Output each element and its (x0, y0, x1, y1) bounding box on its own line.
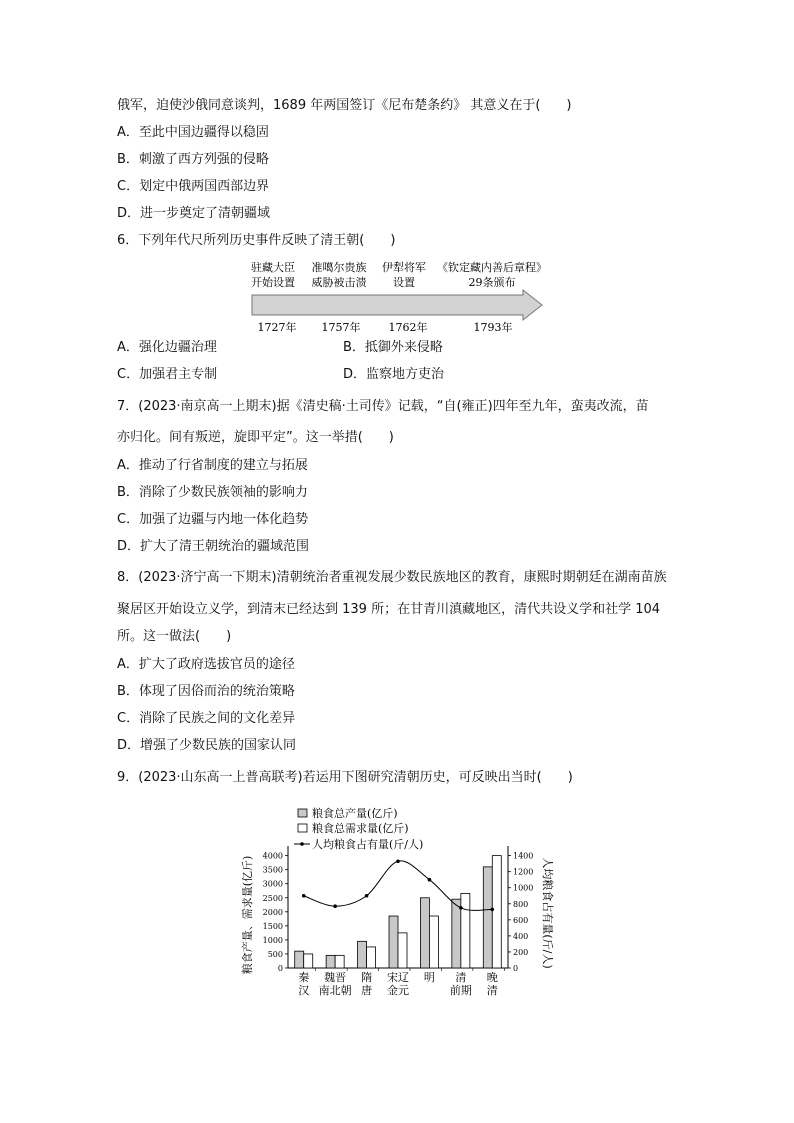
timeline-event-3-line2: 设置 (393, 276, 415, 289)
q6-option-c[interactable]: C．加强君主专制 (117, 367, 218, 382)
q8-option-c[interactable]: C．消除了民族之间的文化差异 (117, 711, 296, 726)
q8-stem-line3: 所。这一做法( ) (117, 629, 232, 644)
timeline-year-4: 1793年 (473, 321, 513, 334)
per-capita-point-2 (365, 894, 369, 898)
q6-option-b[interactable]: B．抵御外来侵略 (343, 340, 443, 355)
timeline-year-2: 1757年 (321, 321, 361, 334)
right-tick-label: 1000 (513, 883, 534, 893)
bar-production-4 (420, 898, 429, 968)
left-tick-label: 3500 (262, 865, 283, 875)
q8-stem-line1: 8．(2023·济宁高一下期末)清朝统治者重视发展少数民族地区的教育，康熙时期朝廷在湖南苗族 (117, 570, 667, 585)
category-label-6-0: 晚 (486, 971, 498, 984)
legend-marker-per-capita (300, 842, 304, 846)
right-tick-label: 1400 (513, 851, 534, 861)
left-tick-label: 500 (267, 949, 283, 959)
timeline-arrow (252, 290, 542, 320)
q5-option-c[interactable]: C．划定中俄两国西部边界 (117, 179, 270, 194)
timeline-event-2-line2: 威胁被击溃 (311, 276, 367, 289)
q9-chart (238, 800, 568, 1005)
left-tick-label: 1500 (262, 921, 283, 931)
q7-option-c[interactable]: C．加强了边疆与内地一体化趋势 (117, 512, 309, 527)
q9-stem: 9．(2023·山东高一上普高联考)若运用下图研究清朝历史，可反映出当时( ) (117, 770, 573, 785)
q7-option-b[interactable]: B．消除了少数民族领袖的影响力 (117, 485, 308, 500)
per-capita-point-5 (459, 906, 463, 910)
timeline-event-3-line1: 伊犁将军 (382, 261, 426, 274)
q7-stem-line2: 亦归化。间有叛逆，旋即平定”。这一举措( ) (117, 430, 394, 445)
bar-production-1 (326, 955, 335, 968)
left-tick-label: 3000 (262, 879, 283, 889)
q7-option-a[interactable]: A．推动了行省制度的建立与拓展 (117, 458, 308, 473)
legend-swatch-production (298, 809, 307, 817)
bar-demand-4 (429, 916, 438, 968)
category-label-5-0: 清 (455, 971, 467, 984)
left-tick-label: 1000 (262, 935, 283, 945)
q5-option-d[interactable]: D．进一步奠定了清朝疆域 (117, 206, 271, 221)
left-tick-label: 4000 (262, 851, 283, 861)
timeline-event-1-line1: 驻藏大臣 (251, 261, 295, 274)
q7-option-d[interactable]: D．扩大了清王朝统治的疆域范围 (117, 539, 310, 554)
right-tick-label: 800 (513, 899, 529, 909)
left-tick-label: 0 (277, 964, 283, 973)
per-capita-point-4 (428, 878, 432, 882)
bar-demand-3 (398, 933, 407, 968)
bar-demand-2 (367, 947, 376, 968)
timeline-year-3: 1762年 (388, 321, 428, 334)
q8-option-d[interactable]: D．增强了少数民族的国家认同 (117, 738, 297, 753)
bar-demand-6 (492, 856, 501, 968)
category-label-2-0: 隋 (361, 971, 373, 984)
timeline-event-2-line1: 准噶尔贵族 (311, 261, 367, 274)
category-label-2-1: 唐 (361, 984, 373, 997)
category-label-5-1: 前期 (449, 984, 472, 997)
bar-production-2 (358, 941, 367, 968)
bar-demand-5 (461, 894, 470, 968)
bar-production-5 (452, 899, 461, 968)
category-label-4-0: 明 (423, 971, 435, 984)
category-label-0-0: 秦 (298, 971, 310, 984)
q6-option-a[interactable]: A．强化边疆治理 (117, 340, 217, 355)
q7-stem-line1: 7．(2023·南京高一上期末)据《清史稿·土司传》记载，“自(雍正)四年至九年，蛮夷改流，苗 (117, 399, 649, 414)
q8-stem-line2: 聚居区开始设立义学，到清末已经达到 139 所；在甘青川滇藏地区，清代共设义学和社学 104 (117, 602, 661, 617)
timeline-year-1: 1727年 (257, 321, 297, 334)
q5-option-a[interactable]: A．至此中国边疆得以稳固 (117, 125, 269, 140)
timeline-event-4-line1: 《钦定藏内善后章程》 (437, 261, 547, 274)
bar-production-3 (389, 916, 398, 968)
category-label-1-1: 南北朝 (318, 984, 352, 997)
timeline-event-1-line2: 开始设置 (251, 276, 295, 289)
legend-label-per-capita: 人均粮食占有量(斤/人) (312, 838, 424, 851)
timeline-event-4-line2: 29条颁布 (468, 276, 516, 289)
right-tick-label: 1200 (513, 867, 534, 877)
right-tick-label: 0 (513, 964, 519, 973)
bar-production-0 (295, 951, 304, 968)
right-tick-label: 600 (513, 915, 529, 925)
q5-stem: 俄军，迫使沙俄同意谈判，1689 年两国签订《尼布楚条约》 其意义在于( ) (117, 98, 572, 113)
per-capita-point-6 (490, 908, 494, 912)
q8-option-a[interactable]: A．扩大了政府选拔官员的途径 (117, 657, 295, 672)
left-tick-label: 2500 (262, 893, 283, 903)
legend-swatch-demand (298, 824, 307, 832)
q6-stem: 6．下列年代尺所列历史事件反映了清王朝( ) (117, 233, 396, 248)
category-label-1-0: 魏晋 (324, 971, 347, 984)
legend-label-production: 粮食总产量(亿斤) (312, 807, 398, 820)
q6-option-d[interactable]: D．监察地方吏治 (343, 367, 445, 382)
per-capita-point-0 (302, 894, 306, 898)
category-label-6-1: 清 (486, 984, 498, 997)
category-label-0-1: 汉 (298, 984, 310, 997)
category-label-3-1: 金元 (387, 984, 409, 997)
right-tick-label: 400 (513, 931, 529, 941)
per-capita-point-1 (333, 904, 337, 908)
right-tick-label: 200 (513, 947, 529, 957)
right-axis-title: 人均粮食占有量(斤/人) (541, 857, 554, 969)
bar-production-6 (483, 867, 492, 968)
per-capita-point-3 (396, 859, 400, 863)
q6-timeline (240, 256, 560, 336)
left-axis-title: 粮食产量、需求量(亿斤) (241, 855, 254, 975)
q5-option-b[interactable]: B．刺激了西方列强的侵略 (117, 152, 269, 167)
legend-label-demand: 粮食总需求量(亿斤) (312, 822, 409, 835)
category-label-3-0: 宋辽 (387, 971, 409, 984)
bar-demand-0 (304, 954, 313, 968)
q8-option-b[interactable]: B．体现了因俗而治的统治策略 (117, 684, 295, 699)
left-tick-label: 2000 (262, 907, 283, 917)
bar-demand-1 (335, 955, 344, 968)
